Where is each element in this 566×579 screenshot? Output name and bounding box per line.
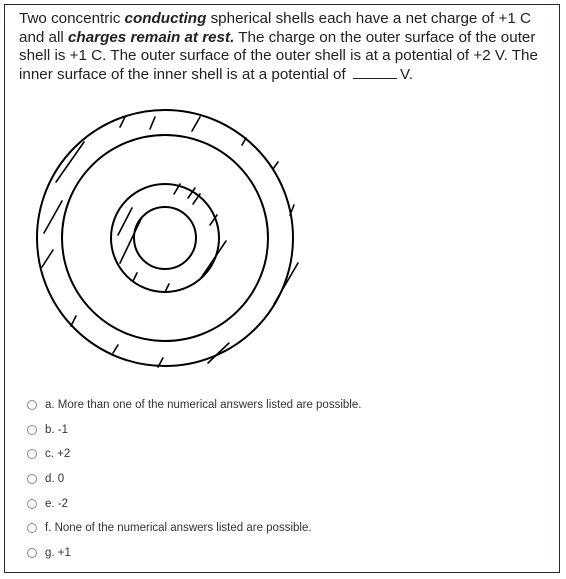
radio-button[interactable] [27, 400, 37, 410]
shell-hatching [42, 117, 298, 367]
outer-shell-inner-surface [62, 135, 268, 341]
option-label: g. +1 [45, 546, 71, 559]
option-g[interactable] [27, 541, 547, 566]
option-label: f. None of the numerical answers listed are possible. [45, 522, 312, 535]
question-text-part: The charge on the outer surface of the outer shell is +1 C. The outer surface of the outer shell is at a potential of +2 V. The inner surface of the inner shell is at a potential of [19, 28, 538, 83]
question-text-part: V. [399, 65, 413, 83]
question-text-part: spherical shells each have a net charge of +1 C and all [19, 10, 531, 46]
option-label: e. -2 [45, 497, 69, 510]
question-card [4, 4, 560, 573]
radio-button[interactable] [27, 449, 37, 459]
option-b[interactable] [27, 418, 547, 443]
radio-button[interactable] [27, 523, 37, 533]
question-emphasis: charges remain at rest. [67, 28, 235, 46]
answer-blank [353, 67, 397, 79]
radio-button[interactable] [27, 474, 37, 484]
option-label: c. +2 [45, 448, 71, 461]
outer-shell-outer-surface [37, 110, 293, 366]
option-label: b. -1 [45, 423, 69, 436]
inner-shell-inner-surface [134, 207, 196, 269]
option-label: a. More than one of the numerical answers listed are possible. [45, 399, 362, 412]
option-e[interactable] [27, 491, 547, 516]
radio-button[interactable] [27, 499, 37, 509]
option-f[interactable] [27, 516, 547, 541]
radio-button[interactable] [27, 548, 37, 558]
option-c[interactable] [27, 442, 547, 467]
question-text-part: Two concentric [19, 10, 125, 27]
option-d[interactable] [27, 467, 547, 492]
option-label: d. 0 [45, 473, 65, 486]
concentric-shells-diagram [30, 100, 320, 380]
radio-button[interactable] [27, 425, 37, 435]
question-text [19, 10, 554, 84]
answer-options [27, 393, 547, 565]
question-emphasis: conducting [124, 10, 207, 27]
option-a[interactable] [27, 393, 547, 418]
